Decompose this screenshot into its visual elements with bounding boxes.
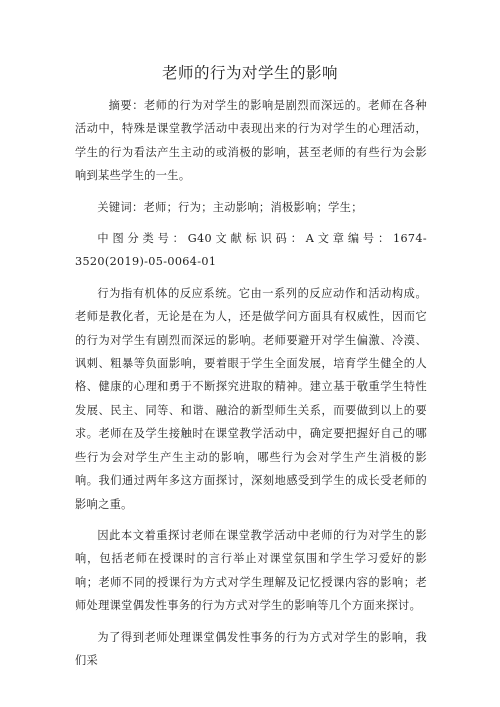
body-paragraph: 行为指有机体的反应系统。它由一系列的反应动作和活动构成。老师是教化者，无论是在为人，还是做学问方面具有权威性，因而它的行为对学生有剧烈而深远的影响。老师要避开对学生偏激、冷漠、讽刺、粗暴等负面影响，要着眼于学生全面发展，培育学生健全的人格、健康的心理和勇于不断探究进取的精神。建立基于敬重学生特性发展、民主、同等、和谐、融洽的新型师生关系，而要做到以上的要求。老师在及学生接触时在课堂教学活动中，确定要把握好自己的哪些行为会对学生产生主动的影响，哪些行为会对学生产生消极的影响。我们通过两年多这方面探讨，深刻地感受到学生的成长受老师的影响之重。 <box>75 286 427 511</box>
document-body <box>75 94 427 680</box>
body-paragraph: 为了得到老师处理课堂偶发性事务的行为方式对学生的影响，我们采 <box>75 630 427 667</box>
classification-line: 中图分类号：G40文献标识码：A文章编号：1674-3520(2019)-05-0064-01 <box>75 232 427 269</box>
body-paragraph: 因此本文着重探讨老师在课堂教学活动中老师的行为对学生的影响，包括老师在授课时的言行举止对课堂氛围和学生学习爱好的影响；老师不同的授课行为方式对学生理解及记忆授课内容的影响；老师处理课堂偶发性事务的行为方式对学生的影响等几个方面来探讨。 <box>75 528 427 613</box>
keywords-line: 关键词：老师；行为；主动影响；消极影响；学生； <box>97 200 363 214</box>
document-title: 老师的行为对学生的影响 <box>161 64 338 82</box>
abstract-paragraph: 摘要：老师的行为对学生的影响是剧烈而深远的。老师在各种活动中，特殊是课堂教学活动中表现出来的行为对学生的心理活动，学生的行为看法产生主动的或消极的影响，甚至老师的有些行为会影响到某些学生的一生。 <box>75 99 427 183</box>
